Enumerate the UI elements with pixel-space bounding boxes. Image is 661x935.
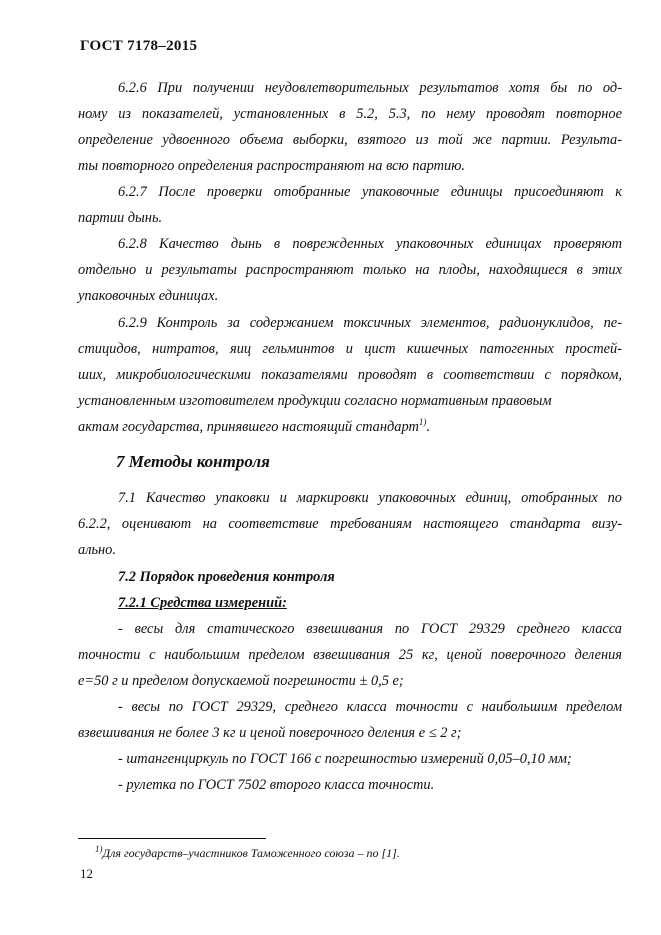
section-7-2-1-heading: 7.2.1 Средства измерений: bbox=[118, 595, 287, 611]
list-item-2-line-1: - весы по ГОСТ 29329, среднего класса точности с наибольшим пределом bbox=[118, 699, 622, 715]
list-item-2-line-2: взвешивания не более 3 кг и ценой поверочного деления е ≤ 2 г; bbox=[78, 725, 462, 741]
p628-line-1: 6.2.8 Качество дынь в поврежденных упаковочных единицах проверяют bbox=[118, 236, 622, 252]
p626-line-3: определение удвоенного объема выборки, взятого из той же партии. Результа- bbox=[78, 132, 622, 148]
p629-line-2: стицидов, нитратов, яиц гельминтов и цист кишечных патогенных простей- bbox=[78, 341, 622, 357]
list-item-1-line-1: - весы для статического взвешивания по ГОСТ 29329 среднего класса bbox=[118, 621, 622, 637]
p629-line-5 bbox=[78, 417, 622, 437]
page-number: 12 bbox=[80, 866, 93, 881]
footnote bbox=[95, 846, 400, 861]
p627-line-2: партии дынь. bbox=[78, 210, 163, 226]
p626-line-4: ты повторного определения распространяют на всю партию. bbox=[78, 158, 465, 174]
p628-line-2: отдельно и результаты распространяют только на плоды, находящиеся в этих bbox=[78, 262, 622, 278]
p629-last-text: актам государства, принявшего настоящий стандарт bbox=[78, 419, 419, 435]
footnote-separator bbox=[78, 838, 266, 839]
p629-line-3: ших, микробиологическими показателями проводят в соответствии с порядком, bbox=[78, 367, 622, 383]
p629-line-4: установленным изготовителем продукции согласно нормативным правовым bbox=[78, 393, 552, 409]
p626-line-2: ному из показателей, установленных в 5.2, 5.3, по нему проводят повторное bbox=[78, 106, 622, 122]
list-item-3: - штангенциркуль по ГОСТ 166 с погрешностью измерений 0,05–0,10 мм; bbox=[118, 751, 572, 767]
p627-line-1: 6.2.7 После проверки отобранные упаковочные единицы присоединяют к bbox=[118, 184, 622, 200]
p629-end: . bbox=[426, 419, 430, 435]
p626-line-1: 6.2.6 При получении неудовлетворительных результатов хотя бы по од- bbox=[118, 80, 622, 96]
document-code-header: ГОСТ 7178–2015 bbox=[80, 38, 198, 54]
list-item-1-line-3: е=50 г и пределом допускаемой погрешности ± 0,5 е; bbox=[78, 673, 404, 689]
p71-line-3: ально. bbox=[78, 542, 116, 558]
section-7-2-1-heading-row bbox=[78, 593, 622, 613]
footnote-reference: 1) bbox=[418, 417, 427, 428]
list-item-4: - рулетка по ГОСТ 7502 второго класса точности. bbox=[118, 777, 435, 793]
section-7-heading: 7 Методы контроля bbox=[116, 452, 270, 471]
p628-line-3: упаковочных единицах. bbox=[78, 288, 219, 304]
list-item-1-line-2: точности с наибольшим пределом взвешивания 25 кг, ценой поверочного деления bbox=[78, 647, 622, 663]
section-7-2-heading: 7.2 Порядок проведения контроля bbox=[118, 569, 335, 585]
p629-line-1: 6.2.9 Контроль за содержанием токсичных элементов, радионуклидов, пе- bbox=[118, 315, 622, 331]
footnote-text: Для государств–участников Таможенного союза – по [1]. bbox=[102, 846, 400, 860]
p71-line-1: 7.1 Качество упаковки и маркировки упаковочных единиц, отобранных по bbox=[118, 490, 622, 506]
footnote-mark: 1) bbox=[95, 844, 103, 854]
p71-line-2: 6.2.2, оценивают на соответствие требованиям настоящего стандарта визу- bbox=[78, 516, 622, 532]
